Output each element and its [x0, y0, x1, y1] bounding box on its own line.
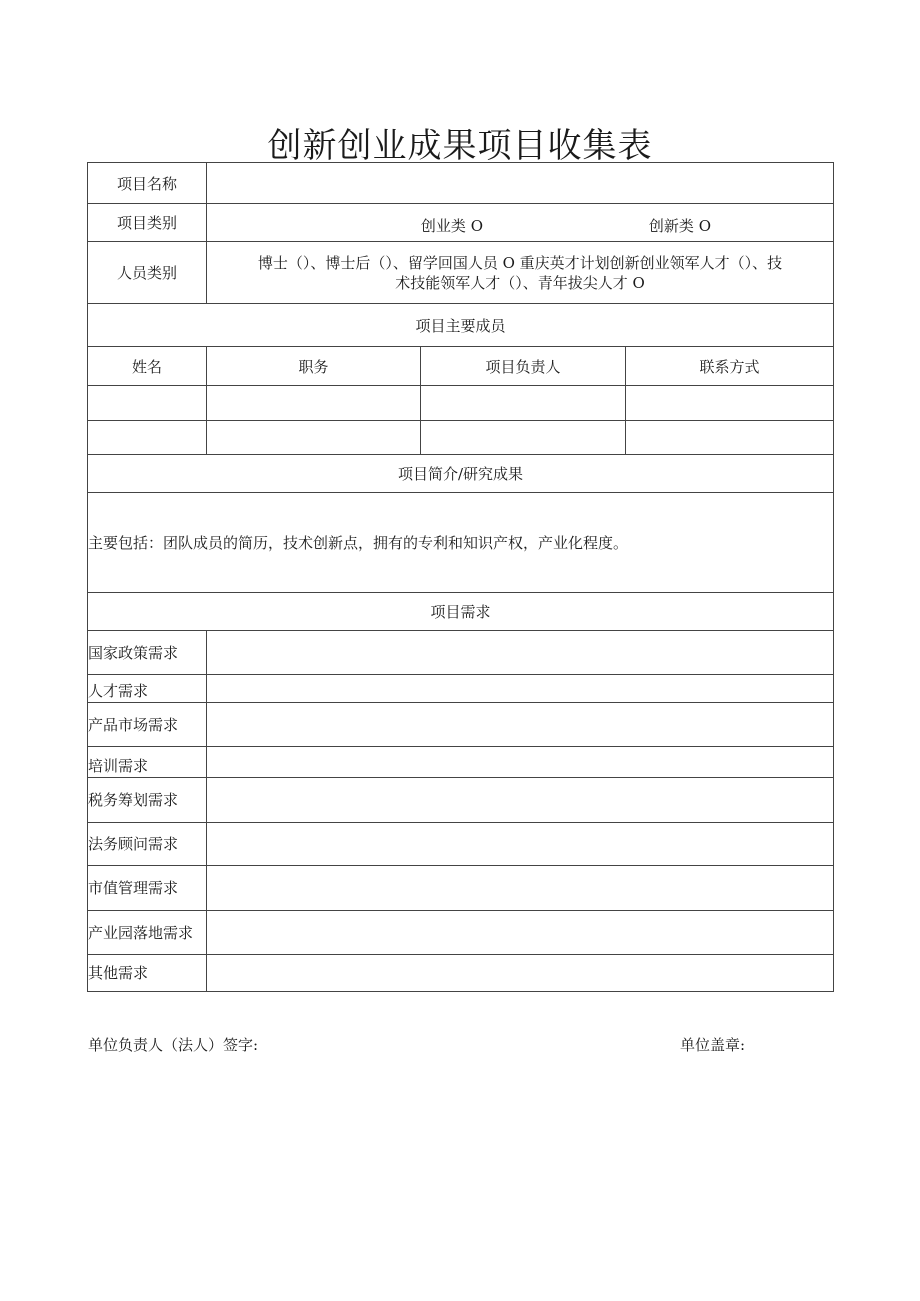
need-label: 培训需求 [88, 747, 207, 778]
need-row [88, 778, 834, 823]
project-name-row [88, 163, 834, 204]
member-contact-cell[interactable] [626, 421, 834, 455]
need-row [88, 747, 834, 778]
project-name-field[interactable] [207, 163, 834, 204]
header-leader: 项目负责人 [421, 347, 626, 386]
member-name-cell[interactable] [88, 421, 207, 455]
need-label: 人才需求 [88, 675, 207, 703]
person-type-label: 人员类别 [88, 242, 207, 304]
project-name-label: 项目名称 [88, 163, 207, 204]
need-label: 市值管理需求 [88, 866, 207, 911]
need-field[interactable] [207, 778, 834, 823]
page-title: 创新创业成果项目收集表 [267, 126, 653, 166]
member-leader-cell[interactable] [421, 386, 626, 421]
need-row [88, 955, 834, 992]
need-field[interactable] [207, 747, 834, 778]
member-name-cell[interactable] [88, 386, 207, 421]
person-type-line-1: 博士（）、博士后（）、留学回国人员 O 重庆英才计划创新创业领军人才（）、技 [257, 253, 783, 272]
needs-section-title: 项目需求 [88, 593, 834, 631]
member-row [88, 421, 834, 455]
signature-label: 单位负责人（法人）签字: [88, 1036, 259, 1054]
member-contact-cell[interactable] [626, 386, 834, 421]
need-row [88, 823, 834, 866]
project-type-row [88, 204, 834, 242]
member-position-cell[interactable] [207, 421, 421, 455]
need-label: 产品市场需求 [88, 703, 207, 747]
header-contact: 联系方式 [626, 347, 834, 386]
project-type-options [207, 204, 834, 242]
need-field[interactable] [207, 955, 834, 992]
need-label: 税务筹划需求 [88, 778, 207, 823]
need-field[interactable] [207, 631, 834, 675]
need-row [88, 866, 834, 911]
members-section-row [88, 304, 834, 347]
need-row [88, 675, 834, 703]
header-position: 职务 [207, 347, 421, 386]
intro-section-row [88, 455, 834, 493]
intro-text[interactable]: 主要包括：团队成员的简历，技术创新点，拥有的专利和知识产权，产业化程度。 [88, 493, 834, 593]
member-row [88, 386, 834, 421]
innovation-type-radio[interactable]: 创新类 O [648, 217, 711, 235]
need-row [88, 703, 834, 747]
need-row [88, 631, 834, 675]
member-leader-cell[interactable] [421, 421, 626, 455]
need-label: 国家政策需求 [88, 631, 207, 675]
startup-type-radio[interactable]: 创业类 O [420, 217, 483, 235]
need-field[interactable] [207, 866, 834, 911]
need-field[interactable] [207, 703, 834, 747]
need-label: 法务顾问需求 [88, 823, 207, 866]
person-type-row [88, 242, 834, 304]
seal-label: 单位盖章: [680, 1036, 746, 1054]
members-header-row [88, 347, 834, 386]
intro-content-row [88, 493, 834, 593]
person-type-options[interactable] [207, 242, 834, 304]
person-type-line-2: 术技能领军人才（）、青年拔尖人才 O [395, 273, 645, 292]
need-field[interactable] [207, 823, 834, 866]
members-section-title: 项目主要成员 [88, 304, 834, 347]
project-type-label: 项目类别 [88, 204, 207, 242]
member-position-cell[interactable] [207, 386, 421, 421]
need-field[interactable] [207, 911, 834, 955]
form-table [87, 162, 834, 992]
need-row [88, 911, 834, 955]
need-label: 其他需求 [88, 955, 207, 992]
need-label: 产业园落地需求 [88, 911, 207, 955]
header-name: 姓名 [88, 347, 207, 386]
need-field[interactable] [207, 675, 834, 703]
needs-section-row [88, 593, 834, 631]
intro-section-title: 项目简介/研究成果 [88, 455, 834, 493]
